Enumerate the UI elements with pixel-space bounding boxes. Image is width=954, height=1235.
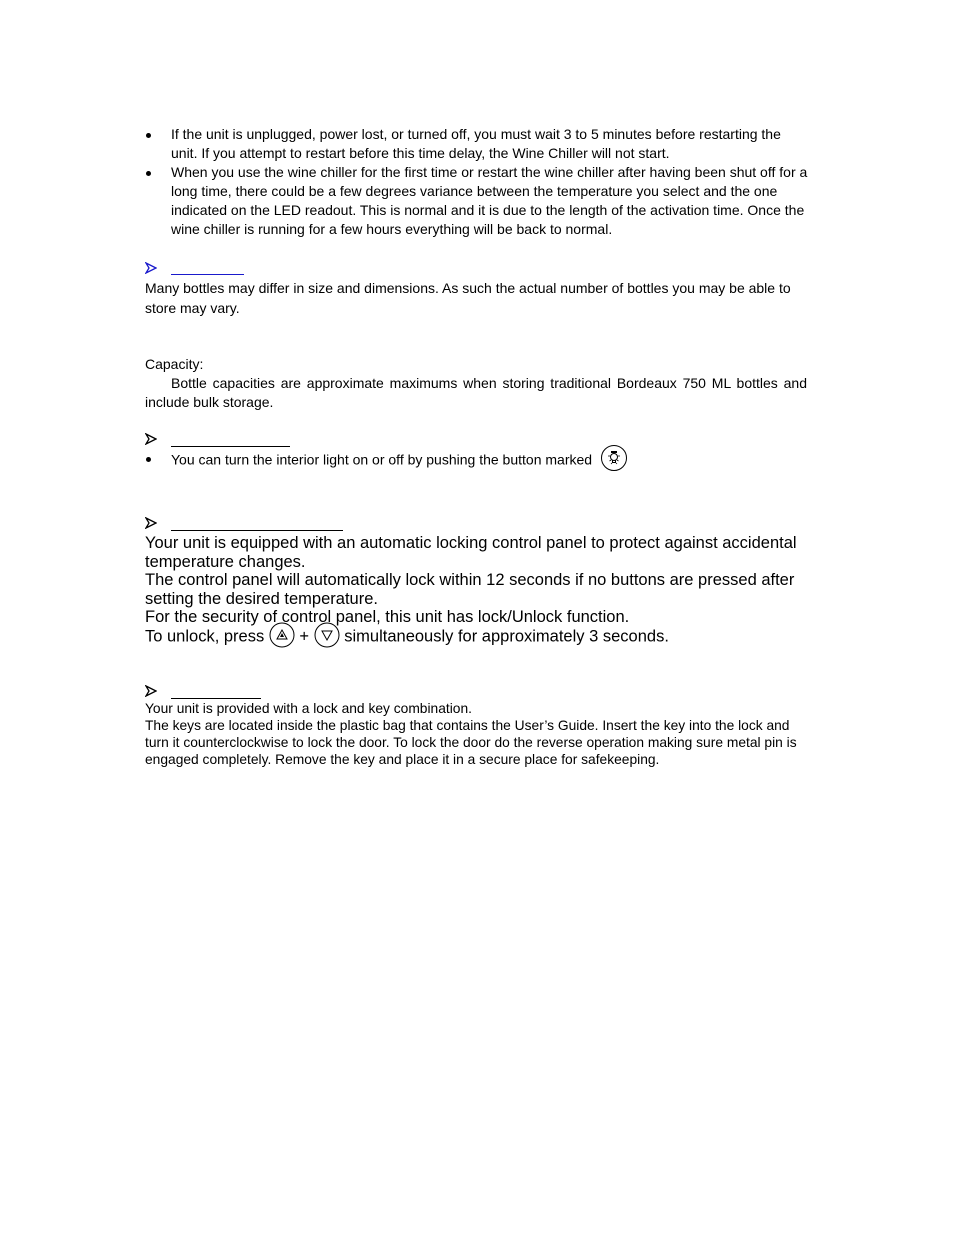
bullet-restart-delay: If the unit is unplugged, power lost, or turned off, you must wait 3 to 5 minutes before restarting the unit. If you attempt to restart before this time delay, the Wine Chiller will not start. (171, 126, 781, 161)
heading-underline (171, 446, 290, 447)
up-arrow-button-icon (269, 622, 295, 648)
control-lock-paragraph-3: For the security of control panel, this unit has lock/Unlock function. (145, 608, 630, 626)
unlock-suffix: simultaneously for approximately 3 seconds. (344, 627, 669, 646)
bottle-size-paragraph: Many bottles may differ in size and dimensions. As such the actual number of bottles you may be able to store may vary. (145, 280, 791, 316)
heading-underline (171, 698, 261, 699)
arrow-bullet-icon (145, 517, 157, 529)
capacity-paragraph (145, 374, 807, 412)
interior-light-bullet (171, 450, 671, 472)
arrow-bullet-icon (145, 685, 157, 697)
unlock-instruction (145, 626, 805, 648)
bullet-marker (146, 133, 151, 138)
unlock-prefix: To unlock, press (145, 627, 265, 646)
bullet-marker (146, 171, 151, 176)
control-lock-paragraph-2: The control panel will automatically lock within 12 seconds if no buttons are pressed after setting the desired temperature. (145, 571, 795, 608)
plus-sign: + (299, 627, 310, 646)
capacity-label: Capacity: (145, 356, 204, 372)
lock-key-intro: Your unit is provided with a lock and key combination. (145, 701, 472, 716)
capacity-text: Bottle capacities are approximate maximums when storing traditional Bordeaux 750 ML bottles and include bulk storage. (145, 375, 807, 410)
control-lock-paragraph-1: Your unit is equipped with an automatic locking control panel to protect against accidental temperature changes. (145, 534, 797, 571)
down-arrow-button-icon (314, 622, 340, 648)
bullet-marker (146, 457, 151, 462)
arrow-bullet-icon (145, 433, 157, 445)
bullet-temperature-variance: When you use the wine chiller for the first time or restart the wine chiller after having been shut off for a long time, there could be a few degrees variance between the temperature you select and the one indicated on the LED readout. This is normal and it is due to the length of the activation time. Once the wine chiller is running for a few hours everything will be back to normal. (171, 164, 808, 237)
lock-key-paragraph: The keys are located inside the plastic bag that contains the User’s Guide. Insert the key into the lock and turn it counterclockwise to lock the door. To lock the door do the reverse operation making sure metal pin is engaged completely. Remove the key and place it in a secure place for safekeeping. (145, 718, 797, 767)
interior-light-text: You can turn the interior light on or off by pushing the button marked (171, 451, 593, 468)
heading-underline (171, 530, 343, 531)
heading-underline (171, 274, 244, 275)
light-bulb-icon (600, 444, 628, 472)
arrow-bullet-icon (145, 262, 157, 274)
